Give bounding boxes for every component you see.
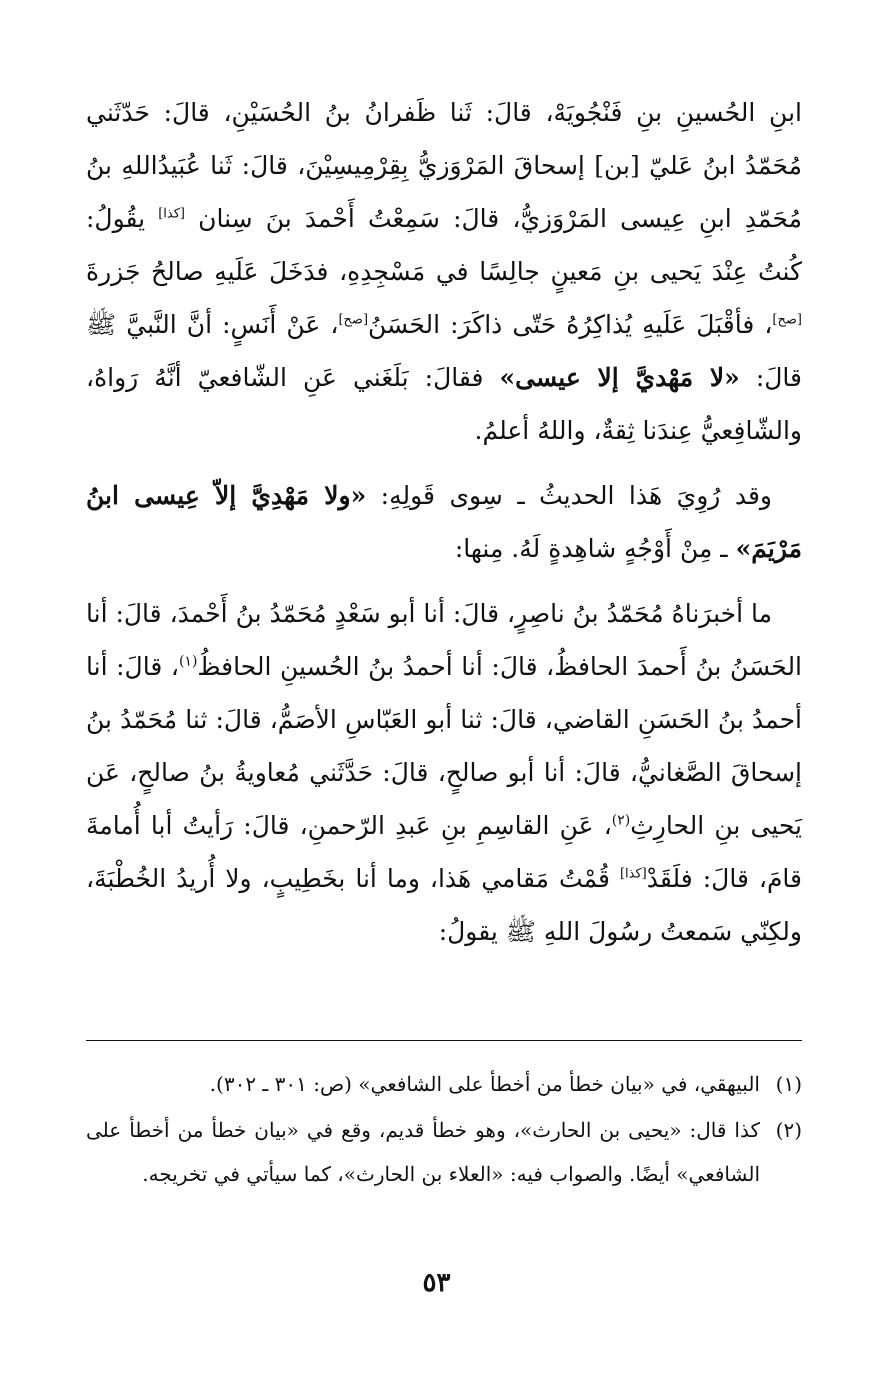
text-segment: وقد رُوِيَ هَذا الحديثُ ـ سِوى قَولِهِ: xyxy=(366,481,772,510)
main-text xyxy=(86,86,802,958)
editor-tag: [صح] xyxy=(772,312,802,328)
footnote-divider xyxy=(86,1040,802,1041)
footnote-text: كذا قال: «يحيى بن الحارث»، وهو خطأ قديم، وقع في «بيان خطأ من أخطأ على الشافعي» أيضًا. والصواب فيه: «العلاء بن الحارث»، كما سيأتي في تخريجه. xyxy=(86,1118,760,1186)
editor-tag: [كذا] xyxy=(158,206,186,222)
footnote-1 xyxy=(86,1062,802,1106)
footnote-text: البيهقي، في «بيان خطأ من أخطأ على الشافعي» (ص: ٣٠١ ـ ٣٠٢). xyxy=(209,1072,760,1096)
text-segment: ، فأقْبَلَ عَلَيهِ يُذاكِرُهُ حَتّى ذاكَرَ: الحَسَنُ xyxy=(368,310,773,339)
text-segment: قُمْتُ مَقامي هَذا، وما أنا بخَطِيبٍ، ولا أُريدُ الخُطْبَةَ، ولكِنّي سَمعتُ رسُولَ اللهِ ﷺ يقولُ: xyxy=(86,864,802,946)
footnote-ref-1[interactable]: (١) xyxy=(178,653,198,670)
page-number: ٥٣ xyxy=(422,1268,451,1298)
paragraph-3 xyxy=(86,587,802,958)
editor-tag: [كذا] xyxy=(619,866,647,882)
footnotes xyxy=(86,1062,802,1196)
text-segment: فقالَ: بَلَغَني عَنِ الشّافعيّ أنَّهُ رَواهُ، والشّافِعيُّ عِندَنا ثِقةٌ، واللهُ أعلمُ. xyxy=(86,363,802,445)
text-segment: ، عَنْ أَنَسٍ: أنَّ النَّبيَّ ﷺ قالَ: xyxy=(86,310,802,392)
text-segment: ـ مِنْ أَوْجُهٍ شاهِدةٍ لَهُ. مِنها: xyxy=(454,534,736,563)
hadith-quote: «لا مَهْديَّ إلا عيسى» xyxy=(499,363,740,392)
footnote-number: (١) xyxy=(775,1072,802,1096)
text-segment: يقُولُ: كُنتُ عِنْدَ يَحيى بنِ مَعينٍ جالِسًا في مَسْجِدِهِ، فدَخَلَ عَلَيهِ صالحُ جَزرةَ xyxy=(86,204,802,286)
footnote-ref-2[interactable]: (٢) xyxy=(611,812,631,829)
text-segment: ، عَنِ القاسِمِ بنِ عَبدِ الرّحمنِ، قالَ: رَأيتُ أبا أُمامةَ قامَ، قالَ: فلَقَدْ xyxy=(86,811,802,893)
text-segment: ، قالَ: أنا أحمدُ بنُ الحَسَنِ القاضي، قالَ: ثنا أبو العَبّاسِ الأصَمُّ، قالَ: ثنا مُحَمّدُ بنُ إسحاقَ الصَّغانيُّ، قالَ: أنا أبو صالحٍ، قالَ: حَدَّثَني مُعاويةُ بنُ صالحٍ، عَن يَحيى بنِ الحارِثِ xyxy=(86,652,802,840)
hadith-quote: «ولا مَهْدِيَّ إلاّ عِيسى ابنُ مَرْيَمَ» xyxy=(86,481,802,563)
footnote-2 xyxy=(86,1108,802,1196)
text-segment: ما أخبرَناهُ مُحَمّدُ بنُ ناصِرٍ، قالَ: أنا أبو سَعْدٍ مُحَمّدُ بنُ أَحْمدَ، قالَ: أنا الحَسَنُ بنُ أَحمدَ الحافظُ، قالَ: أنا أحمدُ بنُ الحُسينِ الحافظُ xyxy=(86,599,803,681)
paragraph-1 xyxy=(86,86,802,457)
editor-tag: [صح] xyxy=(338,312,369,328)
footnote-number: (٢) xyxy=(775,1118,802,1142)
paragraph-2 xyxy=(86,469,802,575)
text-segment: ابنِ الحُسينِ بنِ فَنْجُويَهْ، قالَ: ثَنا ظَفرانُ بنُ الحُسَيْنِ، قالَ: حَدّثَني مُحَمّدُ ابنُ عَليّ [بن] إسحاقَ المَرْوَزيُّ بِقِرْمِيسِيْنَ، قالَ: ثَنا عُبَيدُاللهِ بنُ مُحَمّدِ ابنِ عِيسى المَرْوَزيُّ، قالَ: سَمِعْتُ أَحْمدَ بنَ سِنان xyxy=(86,98,802,233)
